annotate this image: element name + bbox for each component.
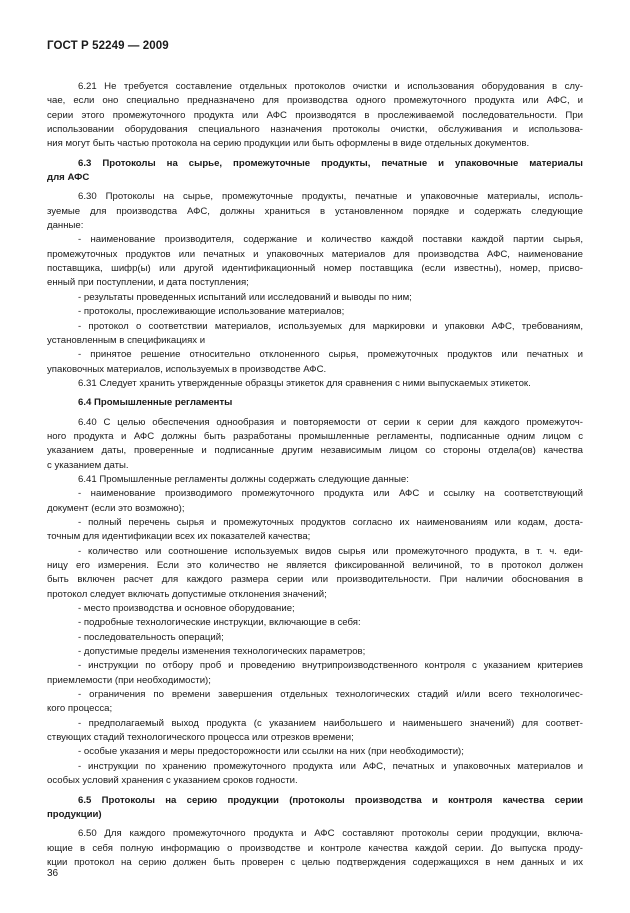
- list-item: - протокол о соответствии материалов, используемых для маркировки и упаковки АФС, требованиям,: [78, 320, 583, 332]
- list-item: - количество или соотношение используемых видов сырья или промежуточного продукта, в т. ч. еди-: [78, 545, 583, 557]
- list-item: приемлемости (при необходимости);: [47, 674, 211, 686]
- section-6-3-heading: 6.3 Протоколы на сырье, промежуточные продукты, печатные и упаковочные материалы: [78, 157, 583, 169]
- list-item: ствующих стадий технологического процесса или отрезков времени;: [47, 732, 354, 744]
- list-item: - ограничения по времени завершения отдельных технологических стадий и/или всего технологичес-: [78, 689, 583, 701]
- list-item: - наименование производителя, содержание и количество каждой поставки каждой партии сырья,: [78, 234, 583, 246]
- paragraph-6-40-line: указанием даты, проверенные и подписанные другим независимым лицом со стороны отдела(ов) качества: [47, 445, 583, 457]
- paragraph-6-30-line: зуемые для производства АФС, должны храниться в установленном порядке и содержать следующие: [47, 205, 583, 217]
- list-item: поставщика, шифр(ы) или другой идентификационный номер поставщика (если известны), номер, присво-: [47, 263, 583, 275]
- paragraph-6-21-line: 6.21 Не требуется составление отдельных протоколов очистки и использования оборудования в слу-: [78, 81, 583, 92]
- paragraph-6-40-line: с указанием даты.: [47, 459, 129, 471]
- list-item: - место производства и основное оборудование;: [78, 603, 295, 615]
- paragraph-6-50-line: 6.50 Для каждого промежуточного продукта и АФС составляют протоколы серии продукции, включа-: [78, 828, 583, 840]
- list-item: - последовательность операций;: [78, 631, 224, 643]
- paragraph-6-50-line: ющие в себя полную информацию о производстве и контроле качества каждой серии. До выпуска проду-: [47, 842, 583, 854]
- paragraph-6-30-line: 6.30 Протоколы на сырье, промежуточные продукты, печатные и упаковочные материалы, исполь-: [78, 191, 583, 203]
- list-item: - инструкции по хранению промежуточного продукта или АФС, печатных и упаковочных материалов и: [78, 760, 583, 772]
- list-item: особых условий хранения с указанием сроков годности.: [47, 775, 298, 787]
- paragraph-6-41: 6.41 Промышленные регламенты должны содержать следующие данные:: [78, 473, 409, 485]
- list-item: промежуточных продуктов или печатных и упаковочных материалов для производства АФС, наименование: [47, 248, 583, 260]
- list-item: ницу его измерения. Если это количество не является фиксированной величиной, то в протокол должен: [47, 560, 583, 571]
- section-6-5-heading: продукции): [47, 808, 102, 820]
- paragraph-6-21-line: ния могут быть частью протокола на серию продукции или быть оформлены в виде отдельных документов.: [47, 138, 530, 150]
- paragraph-6-31: 6.31 Следует хранить утвержденные образцы этикеток для сравнения с ними выпускаемых этикеток.: [78, 377, 531, 389]
- list-item: быть включен расчет для каждого размера серии или производительности. При наличии обоснования в: [47, 574, 583, 586]
- section-6-3-heading: для АФС: [47, 172, 90, 184]
- list-item: - предполагаемый выход продукта (с указанием наибольшего и наименьшего значений) для соответ-: [78, 717, 583, 729]
- list-item: - особые указания и меры предосторожности или ссылки на них (при необходимости);: [78, 746, 464, 758]
- standard-header: ГОСТ Р 52249 — 2009: [47, 40, 169, 52]
- page-number: 36: [47, 868, 59, 879]
- list-item: - подробные технологические инструкции, включающие в себя:: [78, 617, 361, 629]
- list-item: енный при поступлении, и дата поступления;: [47, 277, 249, 289]
- section-6-4-heading: 6.4 Промышленные регламенты: [78, 397, 233, 409]
- list-item: упаковочных материалов, используемых в производстве АФС.: [47, 363, 327, 375]
- paragraph-6-50-line: кции протокол на серию должен быть проверен с целью подтверждения содержащихся в нем данных и их: [47, 856, 583, 868]
- list-item: - наименование производимого промежуточного продукта или АФС и ссылку на соответствующий: [78, 488, 583, 500]
- paragraph-6-40-line: 6.40 С целью обеспечения однообразия и повторяемости от серии к серии для каждого промежуточ-: [78, 416, 583, 428]
- list-item: протокол следует включать допустимые отклонения значений;: [47, 588, 327, 600]
- list-item: кого процесса;: [47, 703, 113, 715]
- list-item: - результаты проведенных испытаний или исследований и выводы по ним;: [78, 291, 412, 303]
- list-item: - принятое решение относительно отклоненного сырья, промежуточных продуктов или печатных и: [78, 349, 583, 361]
- list-item: документ (если это возможно);: [47, 502, 185, 514]
- list-item: установленным в спецификациях и: [47, 334, 206, 346]
- paragraph-6-30-line: данные:: [47, 220, 84, 232]
- document-body: [47, 80, 583, 870]
- list-item: - полный перечень сырья и промежуточных продуктов согласно их наименованиям или кодам, доста-: [78, 516, 583, 528]
- list-item: - допустимые пределы изменения технологических параметров;: [78, 646, 366, 658]
- paragraph-6-21-line: серии этого промежуточного продукта или АФС производятся в прослеживаемой последовательности. При: [47, 109, 583, 121]
- paragraph-6-21-line: чае, если оно специально предназначено для производства одного промежуточного продукта или АФС, и: [47, 95, 583, 107]
- list-item: точным для идентификации всех их показателей качества;: [47, 531, 311, 543]
- list-item: - инструкции по отбору проб и проведению внутрипроизводственного контроля с указанием критериев: [78, 660, 583, 672]
- list-item: - протоколы, прослеживающие использование материалов;: [78, 306, 345, 318]
- paragraph-6-40-line: ного продукта и АФС должны быть разработаны промышленные регламенты, подписанные одним лицом с: [47, 430, 583, 442]
- paragraph-6-21-line: использовании оборудования специального назначения протоколы очистки, обслуживания и использова-: [47, 124, 583, 136]
- section-6-5-heading: 6.5 Протоколы на серию продукции (протоколы производства и контроля качества серии: [78, 794, 583, 806]
